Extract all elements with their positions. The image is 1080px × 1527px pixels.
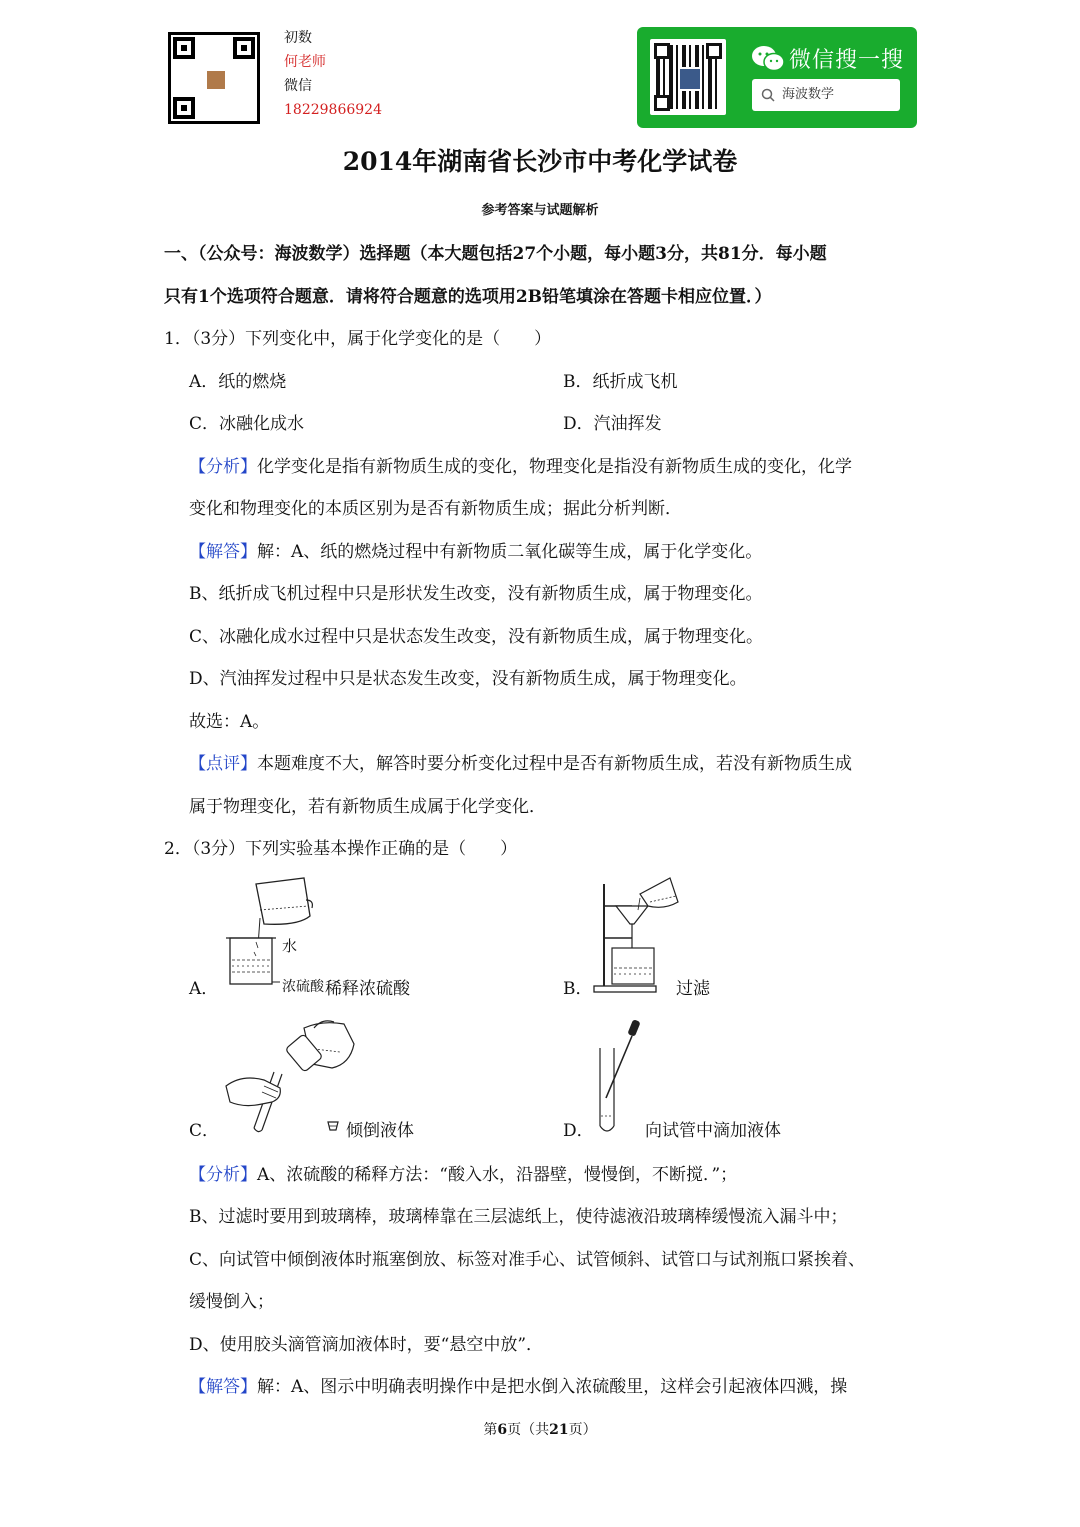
contact-line-3: 微信 <box>284 78 312 94</box>
q1-comment-tag: 【点评】 <box>189 754 257 774</box>
filtration-figure <box>592 876 682 996</box>
section-heading-line-2: 只有1个选项符合题意．请将符合题意的选项用2B铅笔填涂在答题卡相应位置．） <box>164 287 772 307</box>
contact-info <box>284 26 382 122</box>
q2-answer-line-1 <box>189 1372 847 1397</box>
q2-analysis-line-4: 缓慢倒入； <box>189 1292 274 1312</box>
footer-page-number: 6 <box>497 1422 508 1438</box>
q2-option-a-letter: A． <box>189 979 219 999</box>
search-icon <box>761 88 775 102</box>
q2-option-b-text: 过滤 <box>676 979 710 999</box>
q2-option-c-letter: C． <box>189 1121 220 1141</box>
q1-comment-line-2: 属于物理变化，若有新物质生成属于化学变化． <box>189 797 546 817</box>
q2-analysis-line-1 <box>189 1160 737 1185</box>
q2-analysis-text-1: A、浓硫酸的稀释方法：“酸入水，沿器壁，慢慢倒，不断搅．”； <box>257 1165 738 1185</box>
footer-prefix: 第 <box>483 1422 498 1438</box>
page-subtitle: 参考答案与试题解析 <box>481 203 599 218</box>
dropper-figure <box>592 1018 652 1138</box>
q1-analysis-text-1: 化学变化是指有新物质生成的变化，物理变化是指没有新物质生成的变化，化学 <box>257 457 852 477</box>
q2-analysis-line-2: B、过滤时要用到玻璃棒，玻璃棒靠在三层滤纸上，使待滤液沿玻璃棒缓慢流入漏斗中； <box>189 1207 848 1227</box>
q2-answer-tag: 【解答】 <box>189 1377 257 1397</box>
wechat-qr-icon <box>650 39 726 115</box>
q2-figure-a-acid-label: 浓硫酸 <box>282 979 324 995</box>
stopper-icon <box>326 1118 340 1132</box>
footer-total-pages: 21 <box>549 1422 569 1438</box>
q1-option-d: D．汽油挥发 <box>563 414 662 434</box>
wechat-title: 微信搜一搜 <box>789 48 905 73</box>
q1-answer-line-2: B、纸折成飞机过程中只是形状发生改变，没有新物质生成，属于物理变化。 <box>189 584 763 604</box>
q1-analysis-line-2: 变化和物理变化的本质区别为是否有新物质生成；据此分析判断． <box>189 499 682 519</box>
q1-option-c: C．冰融化成水 <box>189 414 305 434</box>
wechat-search-banner[interactable] <box>637 27 917 128</box>
pouring-liquid-figure <box>222 1018 362 1136</box>
wechat-logo-icon <box>751 45 785 73</box>
qr-finder-icon <box>233 37 255 59</box>
q2-option-c-text: 倾倒液体 <box>346 1121 414 1141</box>
q2-option-d-text: 向试管中滴加液体 <box>645 1121 781 1141</box>
q1-stem: 1．（3分）下列变化中，属于化学变化的是（ ） <box>164 329 552 349</box>
footer-middle: 页（共 <box>507 1422 550 1438</box>
qr-finder-icon <box>173 97 195 119</box>
q2-analysis-line-3: C、向试管中倾倒液体时瓶塞倒放、标签对准手心、试管倾斜、试管口与试剂瓶口紧挨着、 <box>189 1250 866 1270</box>
qr-avatar-icon <box>205 69 227 91</box>
q1-answer-tag: 【解答】 <box>189 542 257 562</box>
page-footer <box>0 1419 1080 1439</box>
q1-analysis-line-1 <box>189 452 852 477</box>
qr-code-icon <box>168 32 260 124</box>
q1-answer-line-1 <box>189 537 762 562</box>
q2-option-d-letter: D． <box>563 1121 594 1141</box>
q1-option-a: A．纸的燃烧 <box>189 372 287 392</box>
section-heading-line-1: 一、（公众号：海波数学）选择题（本大题包括27个小题，每小题3分，共81分．每小题 <box>164 244 827 264</box>
q2-analysis-line-5: D、使用胶头滴管滴加液体时，要“悬空中放”． <box>189 1335 544 1355</box>
q1-analysis-tag: 【分析】 <box>189 457 257 477</box>
q2-option-b-letter: B． <box>563 979 593 999</box>
q2-option-a-text: 稀释浓硫酸 <box>325 979 410 999</box>
q1-comment-line-1 <box>189 749 852 774</box>
contact-line-2: 何老师 <box>284 54 326 70</box>
q1-answer-line-5: 故选：A。 <box>189 712 270 732</box>
q1-answer-line-3: C、冰融化成水过程中只是状态发生改变，没有新物质生成，属于物理变化。 <box>189 627 764 647</box>
qr-finder-icon <box>173 37 195 59</box>
q1-option-b: B．纸折成飞机 <box>563 372 678 392</box>
contact-phone: 18229866924 <box>284 102 382 118</box>
page-title: 2014年湖南省长沙市中考化学试卷 <box>342 147 738 176</box>
wechat-search-text: 海波数学 <box>782 87 835 102</box>
q1-comment-text-1: 本题难度不大，解答时要分析变化过程中是否有新物质生成，若没有新物质生成 <box>257 754 852 774</box>
contact-line-1: 初数 <box>284 30 312 46</box>
q1-answer-text-1: 解：A、纸的燃烧过程中有新物质二氧化碳等生成，属于化学变化。 <box>257 542 763 562</box>
wechat-search-input[interactable] <box>752 79 900 111</box>
q2-figure-a-water-label: 水 <box>282 937 298 955</box>
q1-answer-line-4: D、汽油挥发过程中只是状态发生改变，没有新物质生成，属于物理变化。 <box>189 669 747 689</box>
footer-suffix: 页） <box>568 1422 597 1438</box>
q2-answer-text-1: 解：A、图示中明确表明操作中是把水倒入浓硫酸里，这样会引起液体四溅，操 <box>257 1377 848 1397</box>
q2-analysis-tag: 【分析】 <box>189 1165 257 1185</box>
q2-stem: 2．（3分）下列实验基本操作正确的是（ ） <box>164 839 518 859</box>
